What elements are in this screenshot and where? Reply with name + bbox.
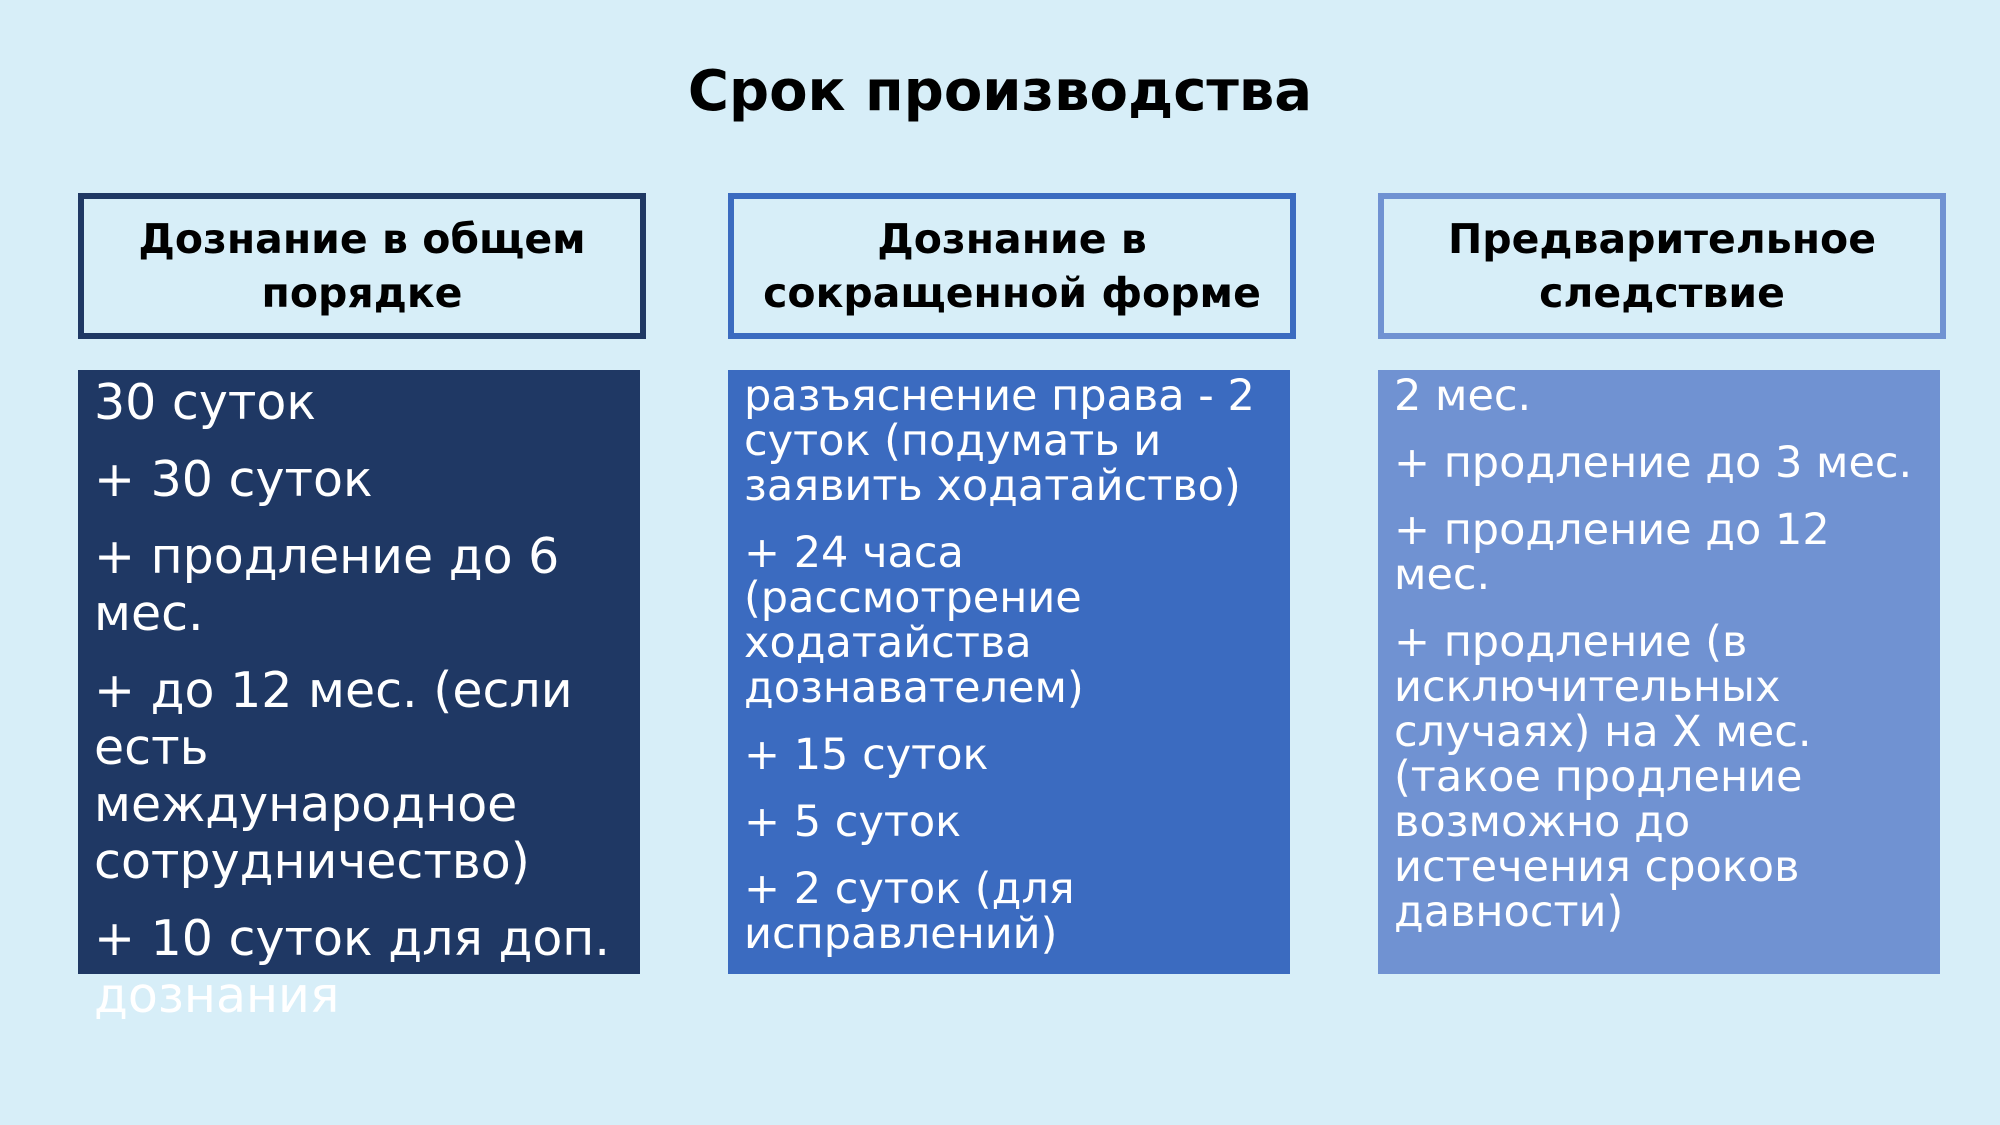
term-item: + 10 суток для доп. дознания <box>94 910 610 1024</box>
term-item: + продление до 12 мес. <box>1394 505 1830 600</box>
slide-title: Срок производства <box>687 59 1313 124</box>
header-box-general-inquiry <box>78 193 646 339</box>
header-preliminary-investigation: Предварительное следствие <box>1447 215 1877 317</box>
term-item: 30 суток <box>94 374 316 431</box>
term-item: + 2 суток (для исправлений) <box>744 864 1075 959</box>
header-box-abridged-inquiry <box>728 193 1296 339</box>
body-box-preliminary-investigation <box>1378 370 1940 974</box>
term-item: + 5 суток <box>744 797 962 847</box>
term-item: разъяснение права - 2 суток (подумать и заявить ходатайство) <box>744 371 1255 511</box>
term-item: + продление до 6 мес. <box>94 528 560 642</box>
header-abridged-inquiry: Дознание в сокращенной форме <box>763 215 1261 317</box>
term-item: + 30 суток <box>94 451 373 508</box>
term-item: + 15 суток <box>744 730 989 780</box>
term-item: + 24 часа (рассмотрение ходатайства дознавателем) <box>744 528 1084 713</box>
header-general-inquiry: Дознание в общем порядке <box>138 215 586 317</box>
term-item: + до 12 мес. (если есть международное сотрудничество) <box>94 662 573 890</box>
header-box-preliminary-investigation <box>1378 193 1946 339</box>
body-box-abridged-inquiry <box>728 370 1290 974</box>
term-item: + продление до 3 мес. <box>1394 438 1913 488</box>
body-box-general-inquiry <box>78 370 640 1024</box>
term-item: + продление (в исключительных случаях) на Х мес. (такое продление возможно до истечения сроков давности) <box>1394 617 1812 937</box>
term-item: 2 мес. <box>1394 371 1532 421</box>
